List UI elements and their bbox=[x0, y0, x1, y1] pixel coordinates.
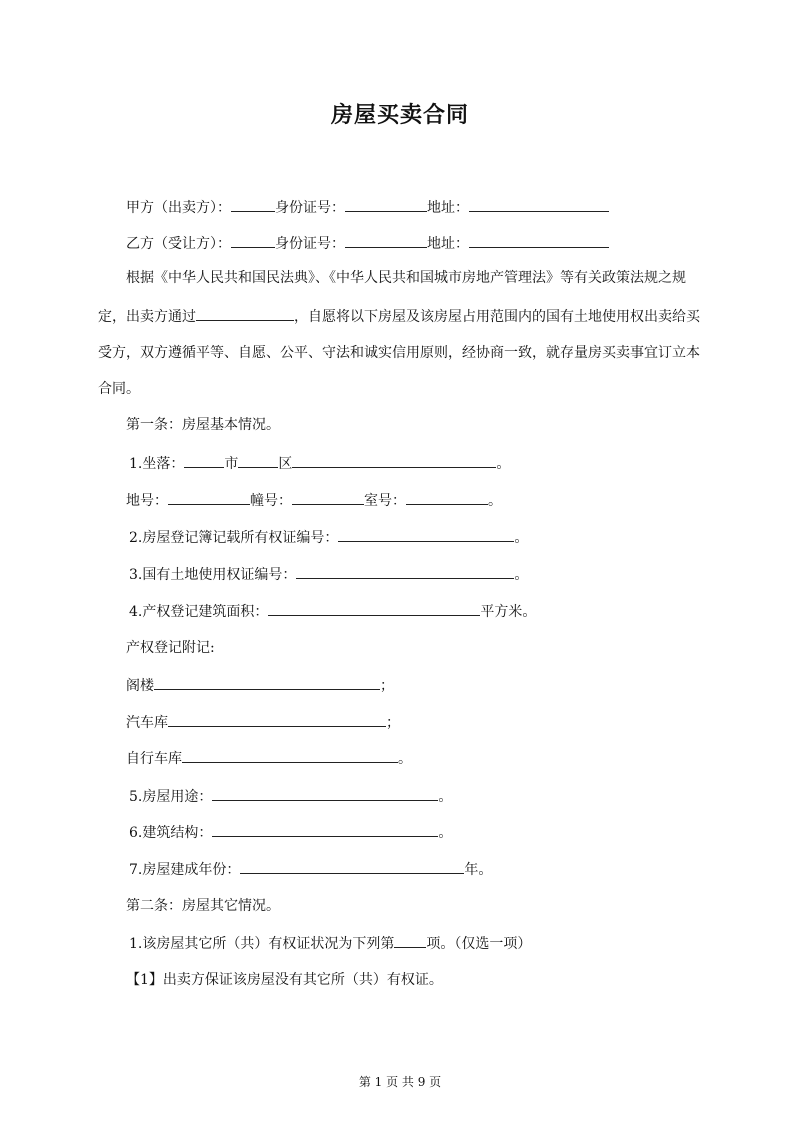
registry-line bbox=[129, 527, 528, 548]
registry-label: 2.房屋登记簿记载所有权证编号： bbox=[129, 530, 339, 546]
structure-label: 6.建筑结构： bbox=[129, 825, 213, 841]
party-a-addr-label: 地址： bbox=[427, 200, 469, 216]
build-year-label: 7.房屋建成年份： bbox=[129, 862, 241, 878]
bike-garage-line bbox=[126, 748, 412, 769]
party-b-id-blank[interactable] bbox=[345, 233, 427, 248]
intro-line-2b: ，自愿将以下房屋及该房屋占用范围内的国有土地使用权出卖给买 bbox=[294, 309, 700, 325]
build-year-unit: 年。 bbox=[464, 862, 493, 878]
area-label: 4.产权登记建筑面积： bbox=[129, 604, 269, 620]
district-blank[interactable] bbox=[238, 453, 278, 468]
land-cert-label: 3.国有土地使用权证编号： bbox=[129, 567, 297, 583]
garage-line bbox=[126, 712, 400, 733]
location-end: 。 bbox=[496, 456, 511, 472]
other-cert-line bbox=[129, 933, 531, 954]
bike-garage-blank[interactable] bbox=[182, 748, 398, 763]
party-b-addr-label: 地址： bbox=[427, 236, 469, 252]
party-b-id-label: 身份证号： bbox=[275, 236, 345, 252]
other-cert-note: 项。（仅选一项） bbox=[426, 936, 532, 952]
bike-garage-label: 自行车库 bbox=[126, 751, 182, 767]
area-unit: 平方米。 bbox=[480, 604, 537, 620]
building-label: 幢号： bbox=[250, 493, 292, 509]
document-title: 房屋买卖合同 bbox=[330, 103, 469, 128]
acquisition-method-blank[interactable] bbox=[196, 306, 294, 321]
lot-line bbox=[126, 490, 502, 511]
garage-blank[interactable] bbox=[168, 712, 386, 727]
party-a-addr-blank[interactable] bbox=[469, 197, 609, 212]
structure-end: 。 bbox=[438, 825, 453, 841]
party-b-name-blank[interactable] bbox=[231, 233, 275, 248]
location-line bbox=[129, 453, 510, 474]
usage-end: 。 bbox=[438, 789, 453, 805]
party-a-label: 甲方（出卖方）： bbox=[126, 200, 231, 216]
option-1-line: 【1】出卖方保证该房屋没有其它所（共）有权证。 bbox=[126, 972, 443, 988]
structure-line bbox=[129, 822, 452, 843]
location-label: 1.坐落： bbox=[129, 456, 185, 472]
intro-line-1: 根据《中华人民共和国民法典》、《中华人民共和国城市房地产管理法》等有关政策法规之规 bbox=[126, 270, 686, 286]
room-label: 室号： bbox=[364, 493, 406, 509]
garage-end: ； bbox=[386, 715, 400, 731]
building-blank[interactable] bbox=[292, 490, 364, 505]
article-2-heading: 第二条：房屋其它情况。 bbox=[126, 898, 280, 914]
lot-end: 。 bbox=[488, 493, 502, 509]
bike-garage-end: 。 bbox=[398, 751, 412, 767]
land-cert-blank[interactable] bbox=[296, 564, 514, 579]
party-b-line bbox=[126, 233, 609, 254]
attic-blank[interactable] bbox=[154, 675, 380, 690]
party-b-addr-blank[interactable] bbox=[469, 233, 609, 248]
usage-label: 5.房屋用途： bbox=[129, 789, 213, 805]
party-a-id-blank[interactable] bbox=[345, 197, 427, 212]
structure-blank[interactable] bbox=[212, 822, 438, 837]
land-cert-end: 。 bbox=[514, 567, 529, 583]
intro-line-2a: 定，出卖方通过 bbox=[98, 309, 196, 325]
registry-end: 。 bbox=[514, 530, 529, 546]
room-blank[interactable] bbox=[406, 490, 488, 505]
district-label: 区 bbox=[278, 456, 293, 472]
annex-line: 产权登记附记: bbox=[126, 640, 215, 656]
attic-end: ； bbox=[380, 678, 394, 694]
usage-blank[interactable] bbox=[212, 786, 438, 801]
address-blank[interactable] bbox=[292, 453, 496, 468]
land-cert-line bbox=[129, 564, 528, 585]
party-b-label: 乙方（受让方）： bbox=[126, 236, 231, 252]
attic-line bbox=[126, 675, 394, 696]
lot-label: 地号： bbox=[126, 493, 168, 509]
area-blank[interactable] bbox=[268, 601, 480, 616]
party-a-line bbox=[126, 197, 609, 218]
intro-line-3: 受方，双方遵循平等、自愿、公平、守法和诚实信用原则，经协商一致，就存量房买卖事宜订立本 bbox=[98, 345, 700, 361]
city-blank[interactable] bbox=[184, 453, 224, 468]
registry-blank[interactable] bbox=[338, 527, 514, 542]
lot-blank[interactable] bbox=[168, 490, 250, 505]
party-a-id-label: 身份证号： bbox=[275, 200, 345, 216]
other-cert-choice-blank[interactable] bbox=[394, 933, 426, 948]
intro-line-4: 合同。 bbox=[98, 381, 140, 397]
party-a-name-blank[interactable] bbox=[231, 197, 275, 212]
page-footer: 第 1 页 共 9 页 bbox=[358, 1075, 442, 1089]
build-year-line bbox=[129, 859, 492, 880]
garage-label: 汽车库 bbox=[126, 715, 168, 731]
usage-line bbox=[129, 786, 452, 807]
area-line bbox=[129, 601, 536, 622]
other-cert-label: 1.该房屋其它所（共）有权证状况为下列第 bbox=[129, 936, 395, 952]
build-year-blank[interactable] bbox=[240, 859, 464, 874]
attic-label: 阁楼 bbox=[126, 678, 154, 694]
intro-line-2 bbox=[98, 306, 700, 327]
city-label: 市 bbox=[224, 456, 239, 472]
article-1-heading: 第一条：房屋基本情况。 bbox=[126, 417, 280, 433]
